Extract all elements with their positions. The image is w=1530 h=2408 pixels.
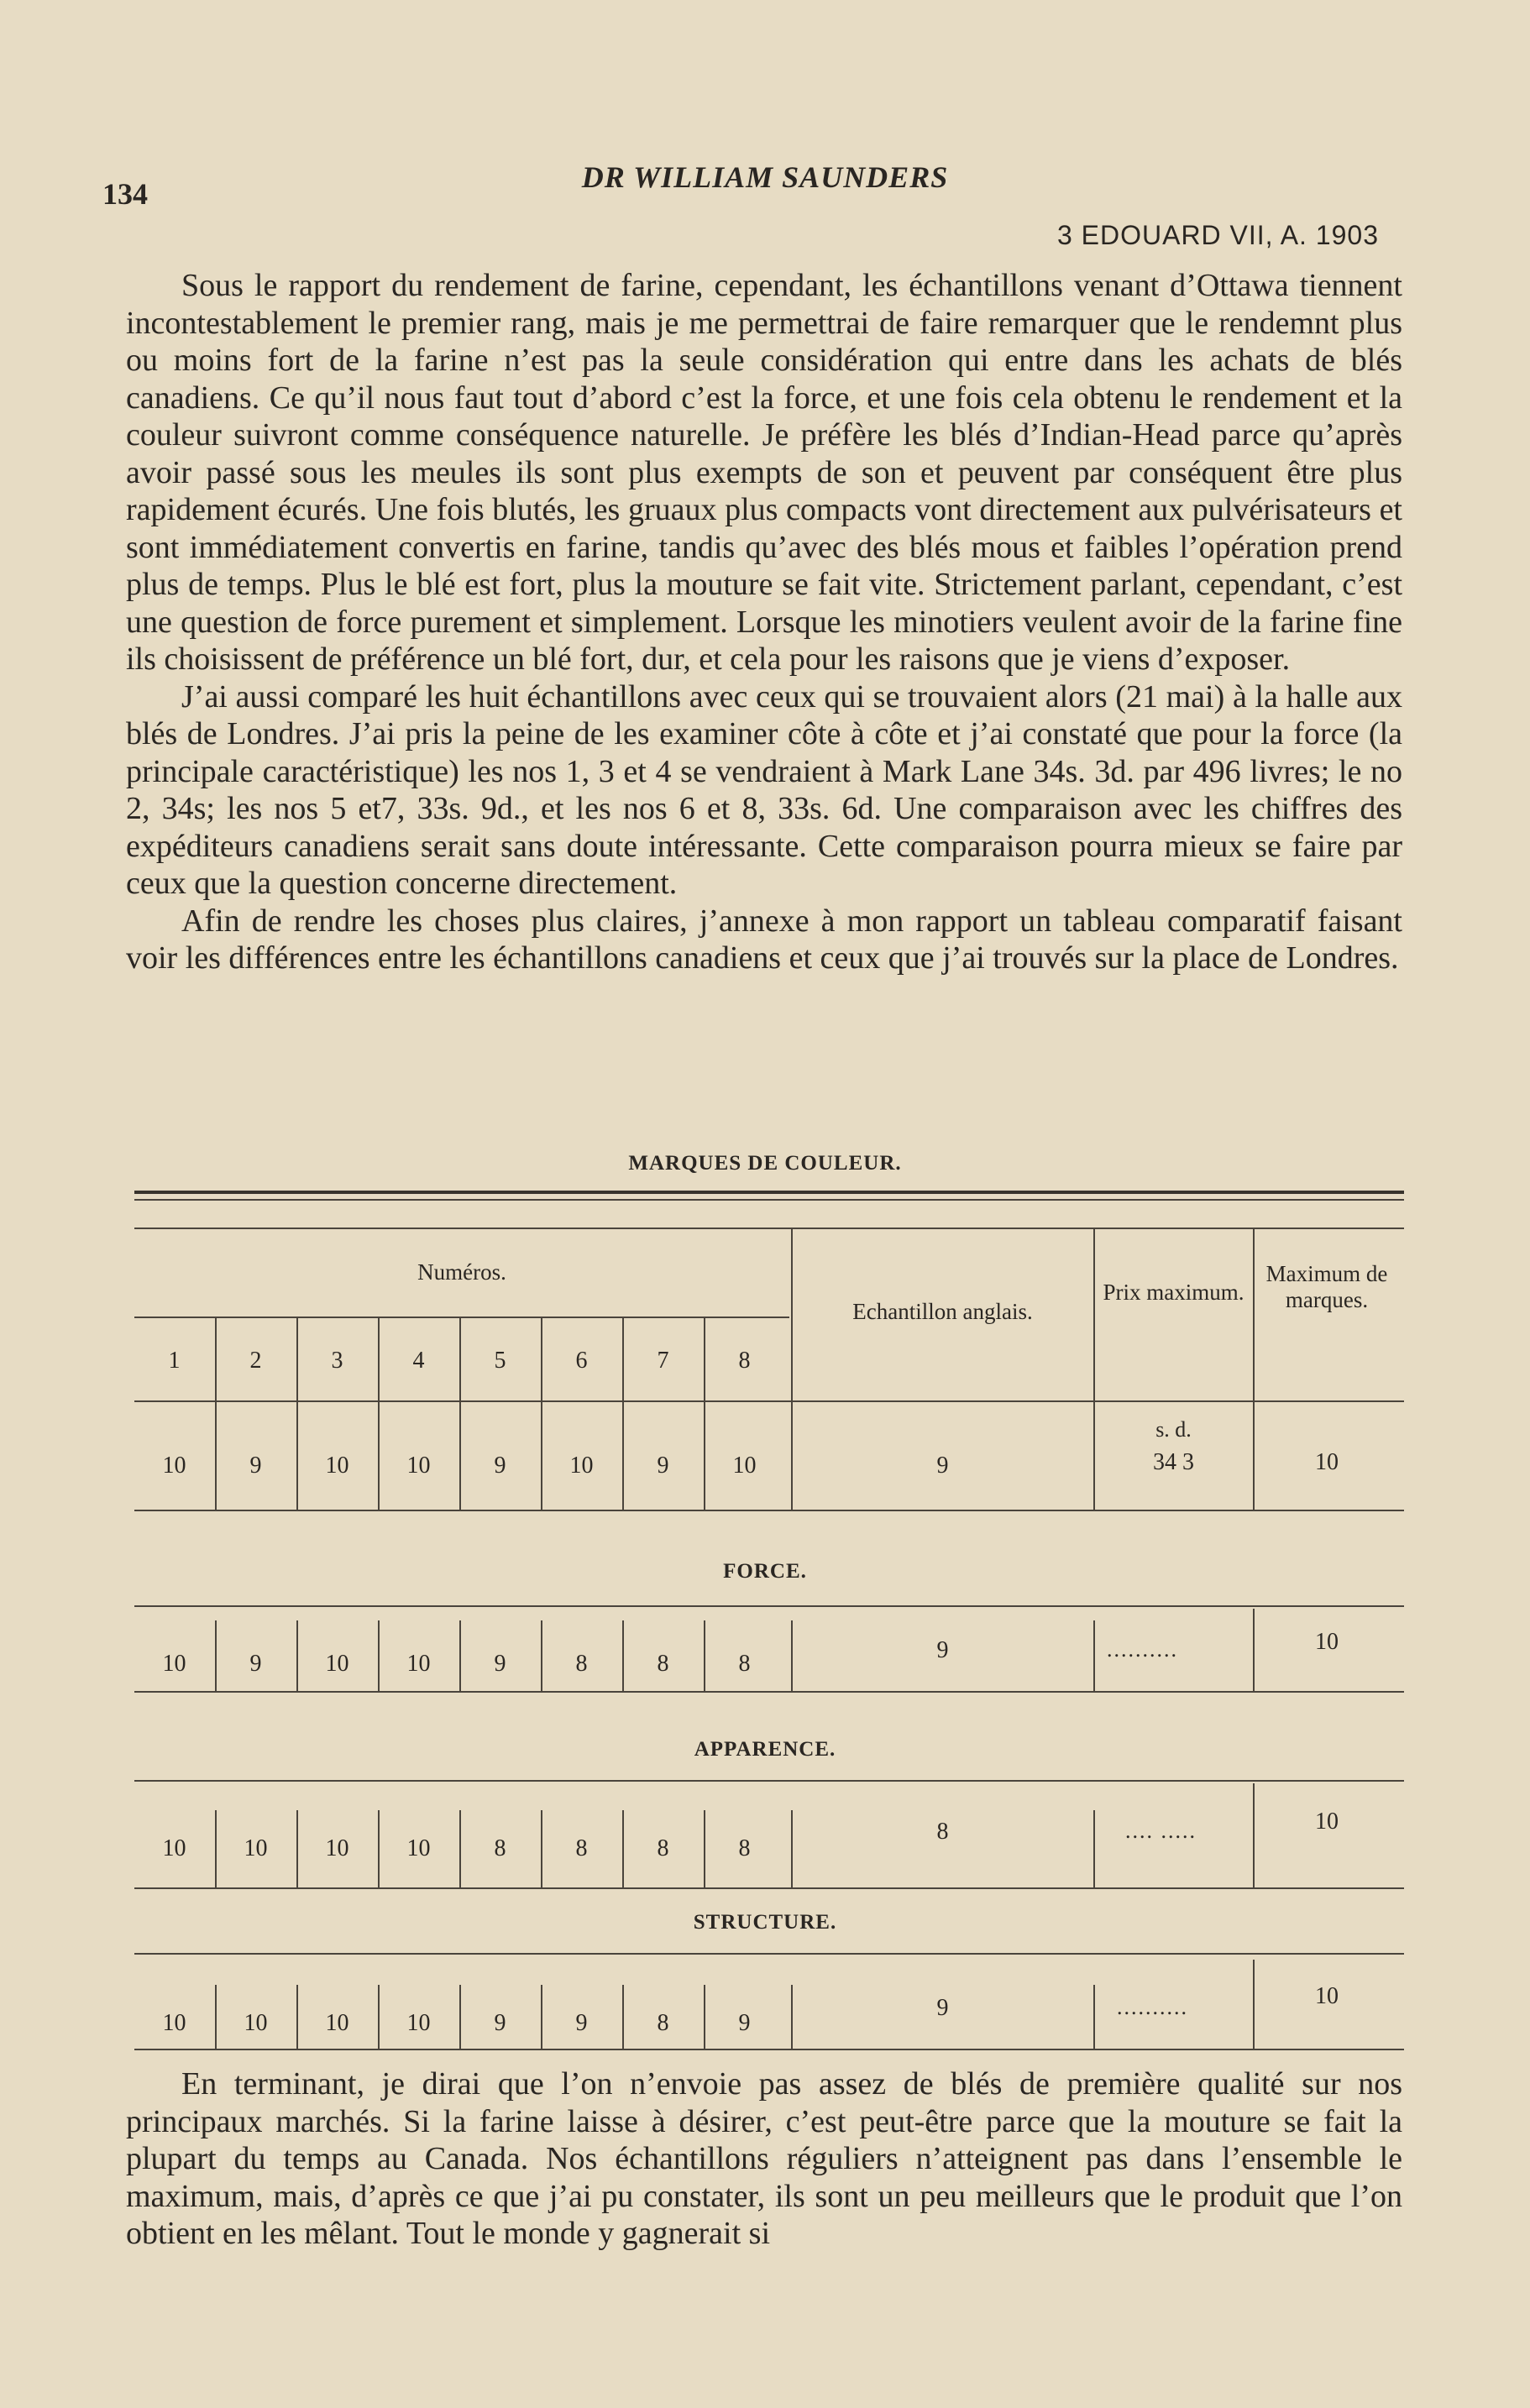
column-rule <box>1093 1810 1095 1887</box>
table-rule <box>134 1228 1404 1229</box>
apparence-max: 10 <box>1315 1809 1339 1835</box>
paragraph: Sous le rapport du rendement de farine, cependant, les échantillons venant d’Ottawa tiennent incontestablement le premier rang, mais je me permettrai de faire remarquer que le rendemnt plus ou moins fort de la farine n’est pas la seule considération qui entre dans les achats de blés canadiens. Ce qu’il nous faut tout d’abord c’est la force, et une fois cela obtenu le rendement et la couleur suivront comme conséquence naturelle. Je préfère les blés d’Indian-Head parce qu’après avoir passé sous les meules ils sont plus exempts de son et peuvent par conséquent être plus rapidement écurés. Une fois blutés, les gruaux plus compacts vont directement aux pulvérisateurs et sont immédiatement convertis en farine, tandis qu’avec des blés mous et faibles l’opération prend plus de temps. Plus le blé est fort, plus la mouture se fait vite. Strictement parlant, cependant, c’est une question de force purement et simplement. Lorsque les minotiers veulent avoir de la farine fine ils choisissent de préférence un blé fort, dur, et cela pour les raisons que je viens d’exposer. <box>126 268 1402 677</box>
couleur-value: 10 <box>406 1453 431 1479</box>
force-value: 9 <box>494 1651 506 1677</box>
column-rule <box>296 1810 298 1887</box>
structure-value: 10 <box>325 2010 349 2036</box>
column-rule <box>296 1620 298 1691</box>
closing-paragraph <box>126 2065 1402 2253</box>
structure-value: 9 <box>575 2010 588 2036</box>
force-value: 10 <box>162 1651 186 1677</box>
column-rule <box>1093 1228 1095 1510</box>
header-number-1: 1 <box>168 1348 181 1374</box>
header-number-8: 8 <box>738 1348 751 1374</box>
structure-value: 10 <box>406 2010 431 2036</box>
column-rule <box>791 1620 793 1691</box>
column-rule <box>1093 1620 1095 1691</box>
column-rule <box>296 1317 298 1510</box>
column-rule <box>704 1810 705 1887</box>
couleur-value: 9 <box>657 1453 669 1479</box>
table-rule <box>134 1510 1404 1511</box>
column-rule <box>296 1985 298 2049</box>
force-value: 10 <box>406 1651 431 1677</box>
section-title-couleur: MARQUES DE COULEUR. <box>628 1152 902 1175</box>
table-rule <box>134 1199 1404 1201</box>
force-value: 8 <box>575 1651 588 1677</box>
structure-value: 10 <box>244 2010 268 2036</box>
body-text <box>126 267 1402 977</box>
column-rule <box>704 1620 705 1691</box>
column-rule <box>378 1620 380 1691</box>
section-title-apparence: APPARENCE. <box>694 1738 836 1761</box>
structure-value: 9 <box>494 2010 506 2036</box>
force-value: 8 <box>738 1651 751 1677</box>
table-rule <box>134 1400 1404 1402</box>
force-prix: .......... <box>1107 1637 1178 1662</box>
column-rule <box>541 1810 542 1887</box>
column-rule <box>622 1620 624 1691</box>
couleur-value: 10 <box>732 1453 757 1479</box>
paragraph: En terminant, je dirai que l’on n’envoie pas assez de blés de première qualité sur nos principaux marchés. Si la farine laisse à désirer, c’est peut-être parce que la mouture se fait la plupart du temps au Canada. Nos échantillons réguliers n’atteignent pas dans l’ensemble le maximum, mais, d’après ce que j’ai pu constater, ils sont un peu meilleurs que le produit que l’on obtient en les mêlant. Tout le monde y gagnerait si <box>126 2066 1402 2251</box>
couleur-max: 10 <box>1315 1449 1339 1475</box>
force-max: 10 <box>1315 1629 1339 1655</box>
table-rule <box>134 1691 1404 1693</box>
header-number-2: 2 <box>249 1348 262 1374</box>
column-rule <box>704 1985 705 2049</box>
column-rule <box>622 1810 624 1887</box>
couleur-value: 10 <box>569 1453 594 1479</box>
column-rule <box>541 1620 542 1691</box>
column-rule <box>378 1317 380 1510</box>
column-rule <box>622 1985 624 2049</box>
header-prix: Prix maximum. <box>1103 1280 1244 1305</box>
couleur-value: 9 <box>249 1453 262 1479</box>
apparence-value: 10 <box>162 1835 186 1861</box>
couleur-prix: 34 3 <box>1153 1449 1194 1475</box>
couleur-anglais: 9 <box>936 1453 949 1479</box>
column-rule <box>541 1317 542 1510</box>
force-anglais: 9 <box>936 1637 949 1663</box>
session-reference: 3 EDOUARD VII, A. 1903 <box>1056 220 1379 250</box>
header-numeros: Numéros. <box>417 1259 506 1285</box>
header-number-7: 7 <box>657 1348 669 1374</box>
column-rule <box>459 1810 461 1887</box>
column-rule <box>215 1620 217 1691</box>
structure-anglais: 9 <box>936 1995 949 2021</box>
column-rule <box>215 1985 217 2049</box>
column-rule <box>791 1810 793 1887</box>
force-value: 9 <box>249 1651 262 1677</box>
table-rule <box>134 1887 1404 1889</box>
structure-value: 9 <box>738 2010 751 2036</box>
paragraph: J’ai aussi comparé les huit échantillons avec ceux qui se trouvaient alors (21 mai) à la halle aux blés de Londres. J’ai pris la peine de les examiner côte à côte et j’ai constaté que pour la force (la principale caractéristique) les nos 1, 3 et 4 se vendraient à Mark Lane 34s. 3d. par 496 livres; le no 2, 34s; les nos 5 et7, 33s. 9d., et les nos 6 et 8, 33s. 6d. Une comparaison avec les chiffres des expéditeurs canadiens serait sans doute intéressante. Cette comparaison pourra mieux se faire par ceux que la question concerne directement. <box>126 678 1402 901</box>
page-number: 134 <box>102 177 148 211</box>
apparence-value: 8 <box>657 1835 669 1861</box>
header-number-4: 4 <box>412 1348 425 1374</box>
column-rule <box>1253 1228 1255 1510</box>
section-title-force: FORCE. <box>723 1560 807 1583</box>
force-value: 8 <box>657 1651 669 1677</box>
column-rule <box>378 1810 380 1887</box>
paragraph: Afin de rendre les choses plus claires, j’annexe à mon rapport un tableau comparatif faisant voir les différences entre les échantillons canadiens et ceux que j’ai trouvés sur la place de Londres. <box>126 903 1402 976</box>
column-rule <box>459 1620 461 1691</box>
table-rule <box>134 1780 1404 1782</box>
column-rule <box>1253 1609 1255 1691</box>
header-echantillon: Echantillon anglais. <box>852 1299 1033 1324</box>
structure-prix: .......... <box>1117 1995 1188 2019</box>
header-maximum: Maximum de marques. <box>1265 1261 1388 1312</box>
apparence-value: 8 <box>575 1835 588 1861</box>
column-rule <box>622 1317 624 1510</box>
couleur-value: 10 <box>325 1453 349 1479</box>
couleur-value: 9 <box>494 1453 506 1479</box>
column-rule <box>215 1810 217 1887</box>
apparence-value: 10 <box>406 1835 431 1861</box>
header-number-6: 6 <box>575 1348 588 1374</box>
table-rule <box>134 1317 789 1318</box>
force-value: 10 <box>325 1651 349 1677</box>
column-rule <box>215 1317 217 1510</box>
column-rule <box>1093 1985 1095 2049</box>
column-rule <box>1253 1783 1255 1887</box>
section-title-structure: STRUCTURE. <box>693 1911 837 1934</box>
apparence-value: 10 <box>325 1835 349 1861</box>
unit-label: s. d. <box>1155 1417 1192 1442</box>
column-rule <box>541 1985 542 2049</box>
header-number-3: 3 <box>331 1348 343 1374</box>
running-title: DR WILLIAM SAUNDERS <box>581 160 949 194</box>
structure-value: 8 <box>657 2010 669 2036</box>
apparence-value: 8 <box>494 1835 506 1861</box>
column-rule <box>1253 1960 1255 2049</box>
table-rule <box>134 1605 1404 1607</box>
apparence-anglais: 8 <box>936 1819 949 1845</box>
column-rule <box>378 1985 380 2049</box>
apparence-value: 10 <box>244 1835 268 1861</box>
structure-max: 10 <box>1315 1983 1339 2009</box>
table-rule <box>134 1191 1404 1194</box>
column-rule <box>791 1228 793 1510</box>
header-number-5: 5 <box>494 1348 506 1374</box>
column-rule <box>459 1985 461 2049</box>
apparence-prix: .... ..... <box>1125 1819 1197 1843</box>
apparence-value: 8 <box>738 1835 751 1861</box>
structure-value: 10 <box>162 2010 186 2036</box>
column-rule <box>704 1317 705 1510</box>
column-rule <box>791 1985 793 2049</box>
couleur-value: 10 <box>162 1453 186 1479</box>
column-rule <box>459 1317 461 1510</box>
table-rule <box>134 2049 1404 2050</box>
table-rule <box>134 1953 1404 1955</box>
